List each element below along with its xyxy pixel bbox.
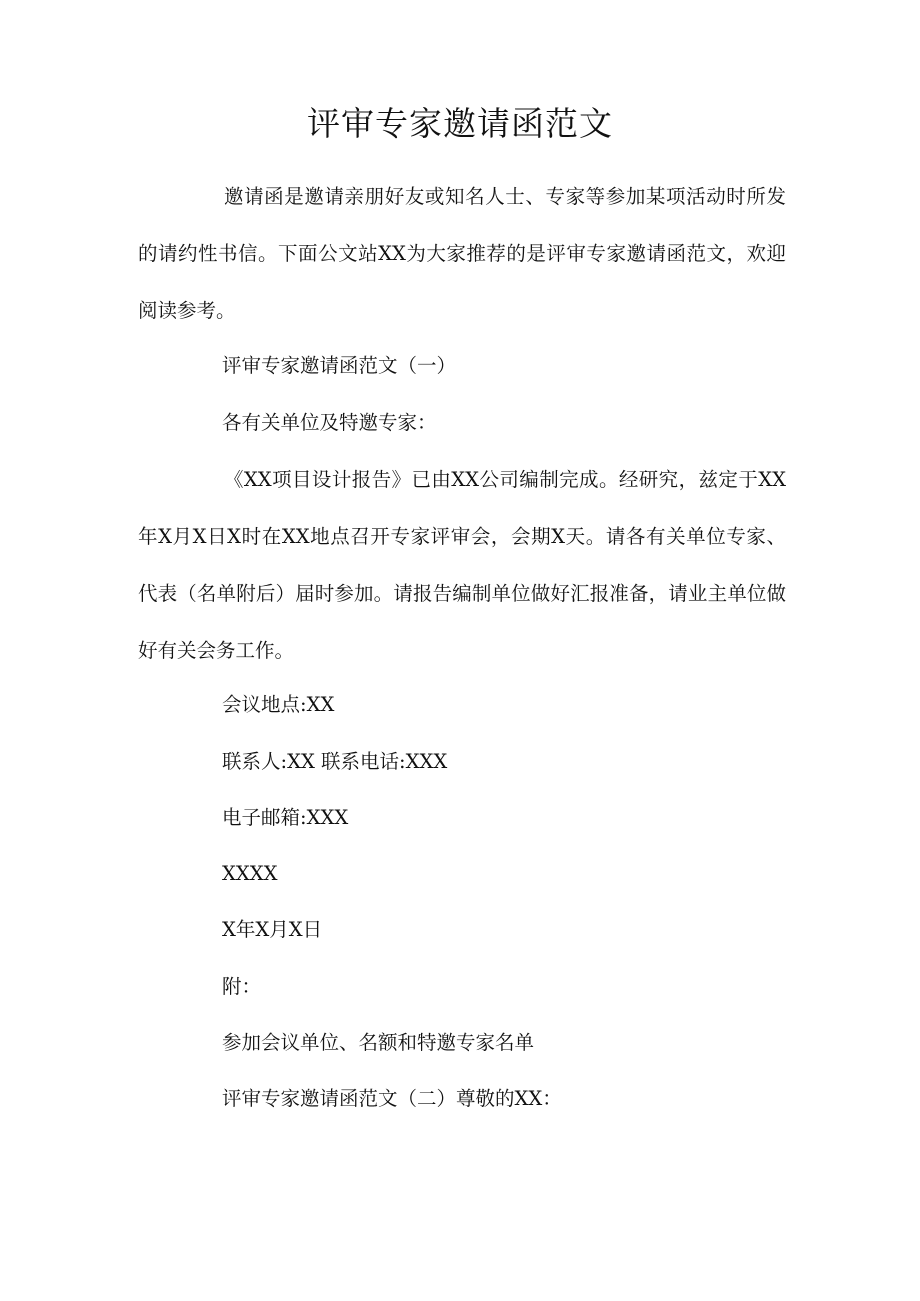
date-line: X年X月X日 (222, 918, 323, 941)
contact-line: 联系人:XX 联系电话:XXX (222, 750, 448, 773)
body-paragraph: 《XX项目设计报告》已由XX公司编制完成。经研究，兹定于XX年X月X日X时在XX地点召开专家评审会，会期X天。请各有关单位专家、代表（名单附后）届时参加。请报告编制单位做好汇报准备，请业主单位做好有关会务工作。 (138, 468, 786, 662)
email-line: 电子邮箱:XXX (222, 806, 349, 829)
salutation: 各有关单位及特邀专家： (222, 411, 437, 434)
document-title: 评审专家邀请函范文 (307, 104, 613, 143)
section2-line: 评审专家邀请函范文（二）尊敬的XX： (222, 1087, 562, 1110)
section1-heading: 评审专家邀请函范文（一） (222, 354, 457, 377)
intro-paragraph: 邀请函是邀请亲朋好友或知名人士、专家等参加某项活动时所发的请约性书信。下面公文站XX为大家推荐的是评审专家邀请函范文，欢迎阅读参考。 (138, 185, 786, 322)
signer-line: XXXX (222, 862, 278, 885)
venue-line: 会议地点:XX (222, 693, 335, 716)
attachment-item: 参加会议单位、名额和特邀专家名单 (222, 1031, 535, 1054)
attachment-label: 附： (222, 975, 262, 998)
